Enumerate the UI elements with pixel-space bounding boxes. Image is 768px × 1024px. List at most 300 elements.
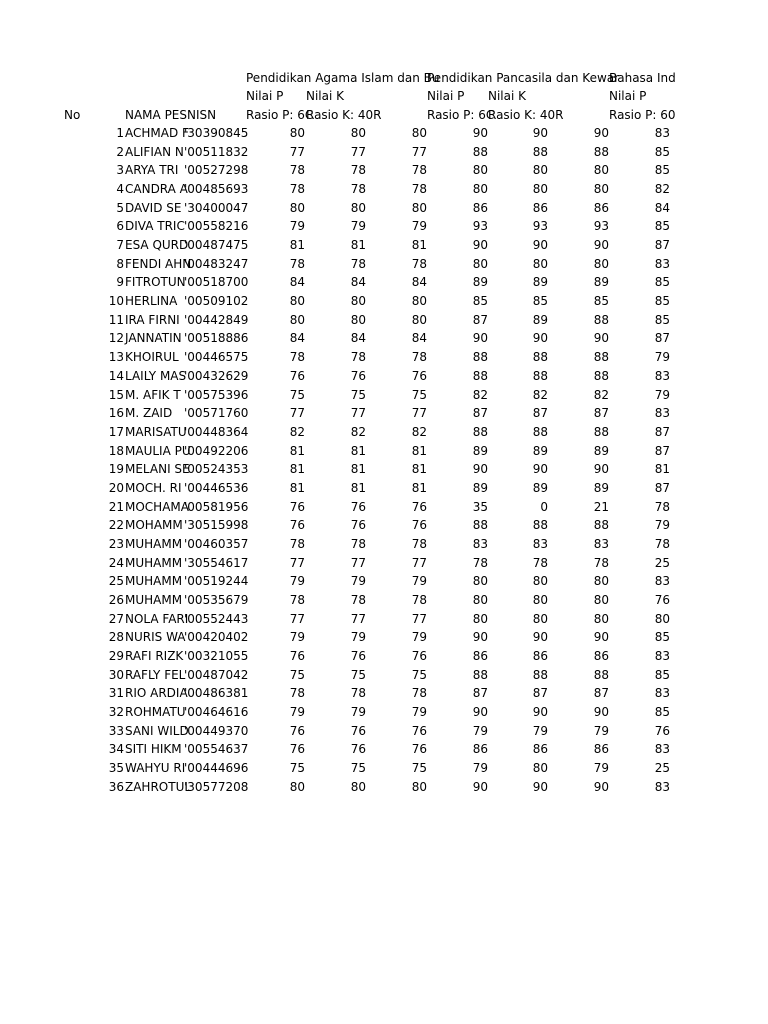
grade-value: 87 [654, 331, 670, 345]
grade-value: 86 [532, 201, 548, 215]
grade-value: 87 [654, 444, 670, 458]
grade-value: 78 [289, 593, 305, 607]
grade-value: 90 [593, 238, 609, 252]
grade-value: 87 [472, 686, 488, 700]
grade-value: 80 [350, 780, 366, 794]
grade-value: 89 [472, 444, 488, 458]
student-name: ZAHROTUL [125, 780, 192, 794]
grade-value: 80 [411, 126, 427, 140]
student-name: RIO ARDIA [125, 686, 188, 700]
row-number: 24 [108, 556, 124, 570]
grade-value: 77 [350, 612, 366, 626]
grade-value: 80 [532, 761, 548, 775]
grade-value: 85 [472, 294, 488, 308]
grade-value: 76 [411, 369, 427, 383]
row-number: 33 [108, 724, 124, 738]
grade-value: 86 [593, 742, 609, 756]
student-nisn: '00552443 [184, 612, 249, 626]
grade-value: 85 [654, 145, 670, 159]
student-name: MOHAMM [125, 518, 183, 532]
grade-value: 80 [411, 780, 427, 794]
grade-value: 85 [654, 705, 670, 719]
row-number: 29 [108, 649, 124, 663]
student-name: FITROTUN [125, 275, 186, 289]
row-number: 13 [108, 350, 124, 364]
student-nisn: '00485693 [184, 182, 249, 196]
rasio-p-header: Rasio P: 6C [427, 108, 495, 122]
subject-header-bahasa: Bahasa Ind [609, 71, 676, 85]
student-nisn: '00460357 [184, 537, 249, 551]
grade-value: 76 [350, 500, 366, 514]
grade-value: 87 [593, 406, 609, 420]
grade-value: 80 [350, 313, 366, 327]
student-nisn: '00432629 [184, 369, 249, 383]
grade-value: 87 [654, 425, 670, 439]
grade-value: 86 [593, 649, 609, 663]
grade-value: 77 [411, 145, 427, 159]
student-nisn: '00464616 [184, 705, 249, 719]
grade-value: 87 [532, 406, 548, 420]
row-number: 34 [108, 742, 124, 756]
grade-value: 90 [472, 462, 488, 476]
grade-value: 88 [593, 425, 609, 439]
grade-value: 78 [350, 163, 366, 177]
grade-value: 78 [411, 163, 427, 177]
grade-value: 76 [411, 649, 427, 663]
grade-value: 0 [540, 500, 548, 514]
row-number: 10 [108, 294, 124, 308]
grade-value: 76 [289, 518, 305, 532]
grade-value: 84 [350, 275, 366, 289]
grade-value: 25 [654, 761, 670, 775]
grade-value: 84 [350, 331, 366, 345]
grade-value: 79 [411, 705, 427, 719]
grade-value: 90 [472, 630, 488, 644]
grade-value: 80 [532, 257, 548, 271]
student-name: RAFLY FEL [125, 668, 186, 682]
student-nisn: '30515998 [184, 518, 249, 532]
grade-value: 80 [472, 593, 488, 607]
grade-value: 80 [411, 313, 427, 327]
grade-value: 80 [411, 201, 427, 215]
grade-value: 86 [472, 742, 488, 756]
student-nisn: '00449370 [184, 724, 249, 738]
row-number: 16 [108, 406, 124, 420]
student-nisn: '00487475 [184, 238, 249, 252]
nilai-p-header: Nilai P [246, 89, 284, 103]
grade-value: 87 [654, 481, 670, 495]
student-name: MUHAMM [125, 593, 183, 607]
grade-value: 78 [411, 686, 427, 700]
row-number: 18 [108, 444, 124, 458]
grade-value: 80 [593, 612, 609, 626]
student-nisn: '00575396 [184, 388, 249, 402]
student-name: MUHAMM [125, 537, 183, 551]
student-nisn: '00487042 [184, 668, 249, 682]
grade-value: 90 [472, 705, 488, 719]
grade-value: 75 [350, 668, 366, 682]
row-number: 4 [116, 182, 124, 196]
grade-value: 81 [411, 444, 427, 458]
grade-value: 79 [350, 630, 366, 644]
grade-value: 89 [472, 481, 488, 495]
grade-value: 78 [472, 556, 488, 570]
grade-value: 78 [289, 257, 305, 271]
grade-value: 76 [289, 649, 305, 663]
rasio-k-header: Rasio K: 40R [488, 108, 564, 122]
grade-value: 85 [654, 163, 670, 177]
grade-value: 89 [593, 444, 609, 458]
student-nisn: '00571760 [184, 406, 249, 420]
grade-value: 78 [289, 182, 305, 196]
student-nisn: '00518886 [184, 331, 249, 345]
student-name: WAHYU RI [125, 761, 186, 775]
student-nisn: '00509102 [184, 294, 249, 308]
grade-value: 80 [472, 257, 488, 271]
grade-value: 79 [532, 724, 548, 738]
grade-value: 83 [654, 686, 670, 700]
grade-value: 78 [289, 686, 305, 700]
grade-value: 86 [532, 742, 548, 756]
grade-value: 80 [411, 294, 427, 308]
grade-value: 87 [532, 686, 548, 700]
grade-value: 90 [532, 126, 548, 140]
grade-value: 80 [593, 163, 609, 177]
grade-value: 79 [289, 574, 305, 588]
grade-value: 90 [593, 126, 609, 140]
grade-value: 81 [350, 481, 366, 495]
grade-value: 78 [593, 556, 609, 570]
rasio-p-header: Rasio P: 6C [246, 108, 314, 122]
grade-value: 88 [532, 145, 548, 159]
student-name: DIVA TRIC [125, 219, 185, 233]
grade-value: 79 [472, 724, 488, 738]
grade-value: 80 [472, 163, 488, 177]
grade-value: 90 [593, 462, 609, 476]
grade-value: 81 [289, 481, 305, 495]
row-number: 7 [116, 238, 124, 252]
grade-value: 77 [289, 612, 305, 626]
grade-value: 88 [593, 145, 609, 159]
grade-value: 80 [289, 201, 305, 215]
grade-value: 79 [350, 219, 366, 233]
student-name: SANI WILD [125, 724, 189, 738]
grade-value: 76 [350, 518, 366, 532]
grade-value: 89 [532, 444, 548, 458]
student-name: MARISATU [125, 425, 187, 439]
student-nisn: '00518700 [184, 275, 249, 289]
grade-value: 93 [532, 219, 548, 233]
grade-value: 90 [532, 705, 548, 719]
grade-value: 79 [350, 705, 366, 719]
grade-value: 85 [654, 294, 670, 308]
grade-value: 78 [411, 537, 427, 551]
student-name: NOLA FARI [125, 612, 189, 626]
grade-value: 88 [472, 350, 488, 364]
student-nisn: '00535679 [184, 593, 249, 607]
grade-value: 88 [593, 313, 609, 327]
student-name: MOCHAMA [125, 500, 189, 514]
grade-value: 84 [289, 275, 305, 289]
grade-value: 77 [350, 145, 366, 159]
student-name: MAULIA PU [125, 444, 191, 458]
row-number: 6 [116, 219, 124, 233]
row-number: 14 [108, 369, 124, 383]
student-name: MOCH. RI [125, 481, 182, 495]
grade-value: 78 [411, 257, 427, 271]
grade-value: 76 [350, 742, 366, 756]
grade-value: 83 [654, 742, 670, 756]
student-name: ROHMATU [125, 705, 186, 719]
row-number: 36 [108, 780, 124, 794]
grade-value: 78 [654, 500, 670, 514]
row-number: 9 [116, 275, 124, 289]
grade-value: 82 [289, 425, 305, 439]
student-name: IRA FIRNI [125, 313, 180, 327]
grade-value: 78 [289, 350, 305, 364]
grade-value: 88 [593, 668, 609, 682]
grade-value: 78 [350, 686, 366, 700]
grade-value: 78 [532, 556, 548, 570]
grade-value: 86 [472, 201, 488, 215]
student-nisn: '00448364 [184, 425, 249, 439]
grade-value: 83 [532, 537, 548, 551]
grade-value: 75 [289, 668, 305, 682]
grade-value: 90 [593, 630, 609, 644]
grade-value: 84 [289, 331, 305, 345]
grade-value: 79 [411, 574, 427, 588]
rasio-p-header: Rasio P: 60 [609, 108, 676, 122]
grade-value: 78 [411, 182, 427, 196]
grade-value: 75 [289, 761, 305, 775]
student-nisn: '00492206 [184, 444, 249, 458]
grade-value: 35 [472, 500, 488, 514]
student-name: FENDI AHN [125, 257, 192, 271]
grade-value: 78 [654, 537, 670, 551]
grade-value: 79 [289, 219, 305, 233]
grade-value: 80 [472, 182, 488, 196]
grade-value: 78 [289, 537, 305, 551]
grade-value: 75 [289, 388, 305, 402]
grade-value: 77 [411, 556, 427, 570]
grade-value: 90 [593, 780, 609, 794]
grade-value: 76 [289, 742, 305, 756]
grade-value: 90 [472, 331, 488, 345]
grade-value: 89 [593, 481, 609, 495]
grade-value: 86 [532, 649, 548, 663]
grade-value: 88 [472, 369, 488, 383]
grade-value: 77 [289, 406, 305, 420]
student-nisn: '30577208 [184, 780, 249, 794]
grade-value: 75 [350, 388, 366, 402]
student-name: MELANI SE [125, 462, 190, 476]
grade-value: 88 [472, 518, 488, 532]
grade-value: 81 [289, 238, 305, 252]
student-nisn: '00524353 [184, 462, 249, 476]
grade-value: 79 [289, 705, 305, 719]
student-nisn: '00486381 [184, 686, 249, 700]
grade-value: 83 [654, 574, 670, 588]
student-nisn: '00554637 [184, 742, 249, 756]
grade-value: 76 [411, 742, 427, 756]
grade-value: 82 [593, 388, 609, 402]
row-number: 11 [108, 313, 124, 327]
grade-value: 80 [654, 612, 670, 626]
grade-value: 90 [532, 780, 548, 794]
row-number: 15 [108, 388, 124, 402]
student-name: ARYA TRI [125, 163, 179, 177]
grade-value: 80 [532, 163, 548, 177]
grade-value: 88 [472, 668, 488, 682]
grade-value: 79 [593, 724, 609, 738]
grade-value: 88 [532, 518, 548, 532]
grade-value: 90 [532, 462, 548, 476]
grade-value: 83 [593, 537, 609, 551]
student-name: M. ZAID [125, 406, 173, 420]
row-number: 20 [108, 481, 124, 495]
grade-value: 90 [532, 630, 548, 644]
student-name: MUHAMM [125, 556, 183, 570]
grade-value: 85 [654, 630, 670, 644]
grade-value: 75 [411, 388, 427, 402]
grade-value: 82 [654, 182, 670, 196]
grade-value: 79 [593, 761, 609, 775]
student-nisn: '00321055 [184, 649, 249, 663]
student-name: DAVID SE [125, 201, 182, 215]
grade-value: 88 [593, 350, 609, 364]
row-number: 2 [116, 145, 124, 159]
grade-value: 83 [654, 406, 670, 420]
grade-value: 90 [532, 238, 548, 252]
grade-value: 84 [654, 201, 670, 215]
nilai-p-header: Nilai P [609, 89, 647, 103]
row-number: 1 [116, 126, 124, 140]
grade-value: 83 [654, 257, 670, 271]
grade-value: 86 [593, 201, 609, 215]
grade-value: 88 [472, 425, 488, 439]
student-name: M. AFIK T [125, 388, 181, 402]
student-nisn: '30390845 [184, 126, 249, 140]
grade-value: 89 [532, 313, 548, 327]
grade-value: 80 [532, 593, 548, 607]
grade-value: 80 [593, 257, 609, 271]
grade-value: 75 [411, 761, 427, 775]
grade-value: 85 [593, 294, 609, 308]
row-number: 22 [108, 518, 124, 532]
student-nisn: '00581956 [184, 500, 249, 514]
grade-value: 90 [472, 126, 488, 140]
student-nisn: '00558216 [184, 219, 249, 233]
grade-value: 79 [289, 630, 305, 644]
grade-value: 80 [289, 126, 305, 140]
grade-value: 21 [593, 500, 609, 514]
student-name: MUHAMM [125, 574, 183, 588]
student-name: ALIFIAN N [125, 145, 184, 159]
grade-value: 88 [593, 518, 609, 532]
grade-value: 76 [411, 518, 427, 532]
row-number: 5 [116, 201, 124, 215]
nilai-k-header: Nilai K [306, 89, 345, 103]
grade-value: 82 [350, 425, 366, 439]
grade-value: 87 [654, 238, 670, 252]
grade-value: 80 [472, 612, 488, 626]
student-name: CANDRA A [125, 182, 188, 196]
grade-value: 82 [532, 388, 548, 402]
student-nisn: '00420402 [184, 630, 249, 644]
grade-value: 75 [411, 668, 427, 682]
grade-value: 82 [411, 425, 427, 439]
grade-value: 79 [411, 630, 427, 644]
grade-value: 83 [654, 126, 670, 140]
grade-value: 80 [593, 593, 609, 607]
student-nisn: '30554617 [184, 556, 249, 570]
grade-value: 78 [289, 163, 305, 177]
grade-value: 25 [654, 556, 670, 570]
grade-value: 77 [289, 556, 305, 570]
grade-value: 81 [411, 462, 427, 476]
grade-value: 90 [472, 780, 488, 794]
nilai-k-header: Nilai K [488, 89, 527, 103]
grade-value: 81 [411, 481, 427, 495]
grade-value: 80 [289, 313, 305, 327]
grade-value: 81 [350, 444, 366, 458]
grade-value: 76 [289, 724, 305, 738]
rasio-k-header: Rasio K: 40R [306, 108, 382, 122]
grade-value: 78 [411, 350, 427, 364]
grade-value: 76 [289, 500, 305, 514]
grade-value: 76 [411, 500, 427, 514]
grade-value: 76 [654, 724, 670, 738]
grade-value: 80 [350, 201, 366, 215]
row-number: 25 [108, 574, 124, 588]
grade-value: 90 [593, 331, 609, 345]
student-nisn: '30400047 [184, 201, 249, 215]
student-name: LAILY MAS [125, 369, 187, 383]
grade-value: 84 [411, 331, 427, 345]
grade-value: 82 [472, 388, 488, 402]
grade-value: 83 [654, 649, 670, 663]
grade-value: 90 [472, 238, 488, 252]
grade-value: 81 [289, 462, 305, 476]
grade-value: 81 [350, 238, 366, 252]
grade-value: 88 [532, 668, 548, 682]
student-nisn: '00444696 [184, 761, 249, 775]
grade-value: 78 [350, 350, 366, 364]
student-nisn: '00483247 [184, 257, 249, 271]
subject-header-agama: Pendidikan Agama Islam dan Bu [246, 71, 440, 85]
grade-value: 80 [350, 126, 366, 140]
grade-value: 86 [472, 649, 488, 663]
grade-value: 89 [593, 275, 609, 289]
grade-value: 78 [350, 593, 366, 607]
nama-nisn-header: NAMA PESNISN [125, 108, 217, 122]
row-number: 32 [108, 705, 124, 719]
subject-header-pancasila: Pendidikan Pancasila dan Kewar [427, 71, 620, 85]
row-number: 30 [108, 668, 124, 682]
grade-value: 79 [654, 388, 670, 402]
grade-value: 78 [350, 257, 366, 271]
grade-value: 89 [532, 275, 548, 289]
grade-value: 76 [350, 649, 366, 663]
student-nisn: '00446536 [184, 481, 249, 495]
grade-value: 76 [411, 724, 427, 738]
grade-value: 85 [654, 313, 670, 327]
grade-value: 83 [472, 537, 488, 551]
student-name: RAFI RIZK [125, 649, 184, 663]
row-number: 31 [108, 686, 124, 700]
grade-value: 85 [654, 668, 670, 682]
no-header: No [64, 108, 81, 122]
